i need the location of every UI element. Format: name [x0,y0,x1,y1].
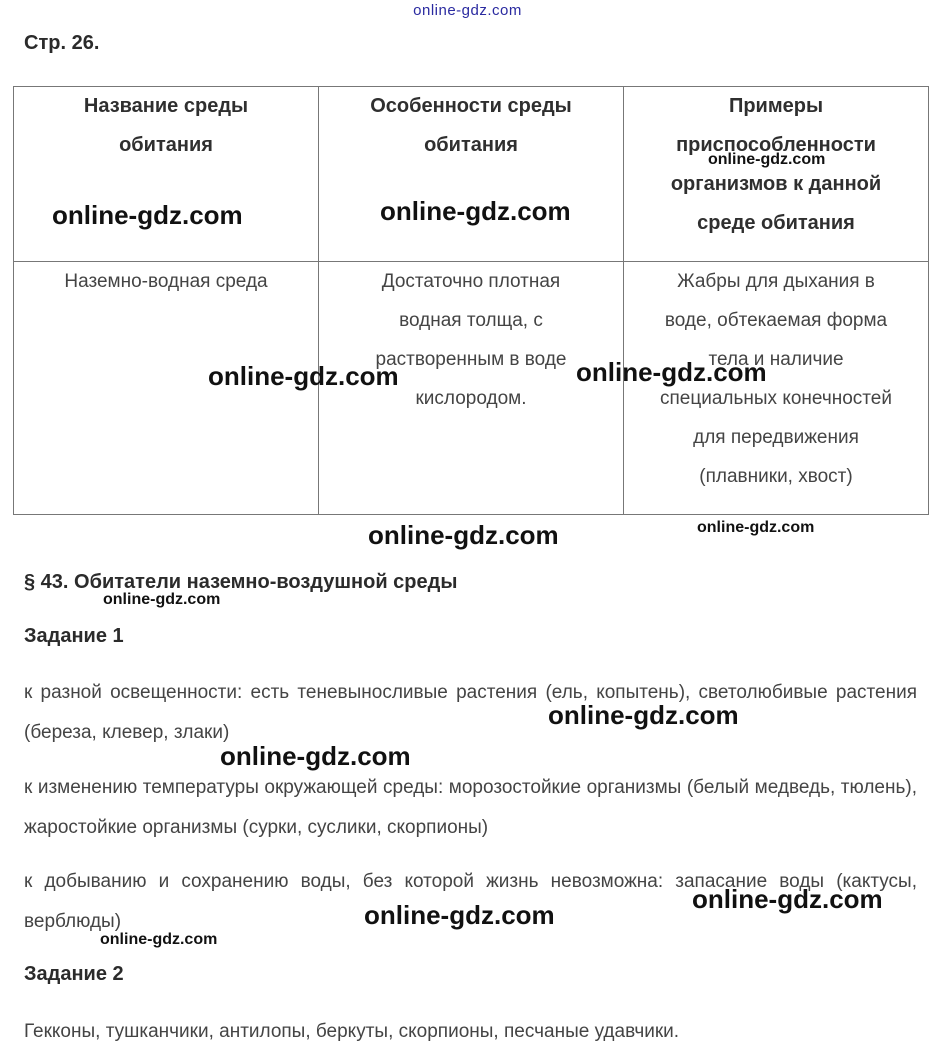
watermark: online-gdz.com [220,741,411,771]
watermark: online-gdz.com [100,931,218,948]
cell-line: Наземно-водная среда [64,271,268,292]
watermark: online-gdz.com [368,520,559,550]
page-label: Стр. 26. [24,32,100,54]
watermark: online-gdz.com [380,196,571,226]
cell-line: Достаточно плотная [381,271,561,292]
header-line: Особенности среды [370,95,572,117]
cell-line: воде, обтекаемая форма [664,310,888,331]
header-habitat-features [319,87,624,262]
watermark-top: online-gdz.com [413,2,522,19]
watermark: online-gdz.com [697,519,815,536]
watermark: online-gdz.com [548,700,739,730]
watermark: online-gdz.com [52,200,243,230]
task2-title: Задание 2 [24,963,124,985]
cell-line: тела и наличие [708,349,844,370]
task1-title: Задание 1 [24,625,124,647]
watermark: online-gdz.com [708,151,826,168]
cell-line: растворенным в воде [375,349,567,370]
cell-line: кислородом. [415,388,527,409]
table-row [14,262,929,515]
header-line: Название среды [83,95,249,117]
header-line: организмов к данной [670,173,882,195]
watermark: online-gdz.com [208,361,399,391]
task1-paragraph-2: к изменению температуры окружающей среды: морозостойкие организмы (белый медведь, тюлень), жаростойкие организмы (сурки, суслики, скорпионы) [24,777,917,838]
header-line: обитания [119,134,213,156]
section-title: § 43. Обитатели наземно-воздушной среды [24,571,458,593]
cell-line: водная толща, с [399,310,543,331]
header-adaptation-examples [624,87,929,262]
header-line: приспособленности [676,134,876,156]
watermark: online-gdz.com [364,900,555,930]
header-line: Примеры [728,95,824,117]
header-habitat-name [14,87,319,262]
cell-adaptation-examples [624,262,929,515]
task1-paragraph-3: к добыванию и сохранению воды, без которой жизнь невозможна: запасание воды (кактусы, верблюды) [24,871,917,932]
cell-line: (плавники, хвост) [699,466,853,487]
watermark: online-gdz.com [103,591,221,608]
header-line: среде обитания [697,212,855,234]
cell-line: специальных конечностей [660,388,892,409]
table-header-row [14,87,929,262]
header-line: обитания [424,134,518,156]
watermark: online-gdz.com [576,357,767,387]
cell-line: Жабры для дыхания в [677,271,875,292]
cell-line: для передвижения [693,427,859,448]
task2-text: Гекконы, тушканчики, антилопы, беркуты, скорпионы, песчаные удавчики. [24,1021,680,1042]
watermark: online-gdz.com [692,884,883,914]
task1-paragraph-1: к разной освещенности: есть теневыносливые растения (ель, копытень), светолюбивые растения (береза, клевер, злаки) [24,682,917,743]
